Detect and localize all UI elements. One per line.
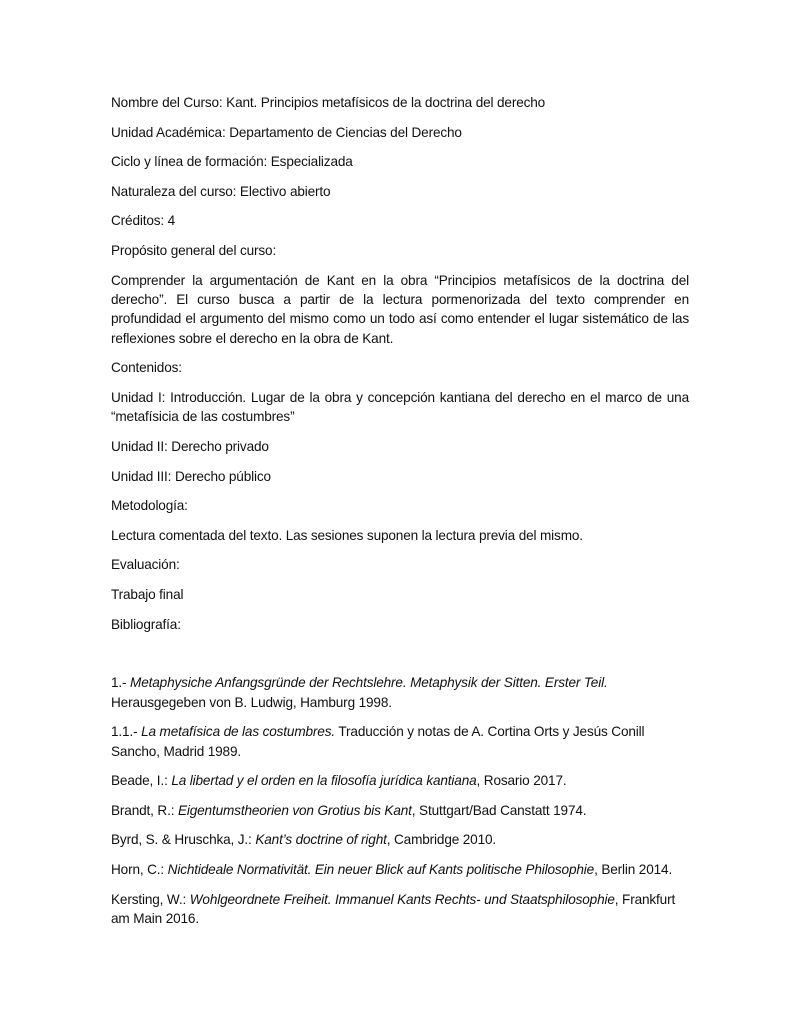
entry-title: La libertad y el orden en la filosofía jurídica kantiana <box>171 773 477 789</box>
bibliography-entry <box>111 771 689 790</box>
entry-title: Wohlgeordnete Freiheit. Immanuel Kants Rechts- und Staatsphilosophie <box>189 891 615 907</box>
bibliography-entry <box>111 890 689 929</box>
bibliography-entry <box>111 830 689 849</box>
bibliography-heading: Bibliografía: <box>111 616 181 632</box>
course-name: Nombre del Curso: Kant. Principios metafísicos de la doctrina del derecho <box>111 95 546 110</box>
entry-prefix: 1.- <box>111 675 131 691</box>
entry-prefix: Byrd, S. & Hruschka, J.: <box>111 832 256 848</box>
blank-line <box>111 644 689 673</box>
entry-title: Eigentumstheorien von Grotius bis Kant <box>177 802 412 818</box>
purpose-heading: Propósito general del curso: <box>111 242 277 258</box>
entry-suffix: Herausgegeben von B. Ludwig, Hamburg 1998. <box>111 694 392 710</box>
document-body <box>111 93 689 939</box>
entry-title: Kant’s doctrine of right <box>255 832 387 848</box>
bibliography-entry <box>111 801 689 820</box>
entry-suffix: Traducción y notas de A. Cortina Orts y Jesús Conill Sancho, Madrid 1989. <box>111 724 645 759</box>
entry-suffix: , Frankfurt am Main 2016. <box>111 891 676 926</box>
entry-suffix: , Berlin 2014. <box>594 861 673 877</box>
entry-suffix: , Rosario 2017. <box>476 773 567 789</box>
entry-title: La metafísica de las costumbres. <box>141 724 335 740</box>
entry-prefix: Brandt, R.: <box>111 802 178 818</box>
methodology-heading: Metodología: <box>111 498 188 514</box>
evaluation-text: Trabajo final <box>111 586 184 602</box>
formation-cycle: Ciclo y línea de formación: Especializada <box>111 154 353 170</box>
bibliography-entry <box>111 860 689 879</box>
academic-unit: Unidad Académica: Departamento de Ciencias del Derecho <box>111 124 462 140</box>
methodology-text: Lectura comentada del texto. Las sesiones suponen la lectura previa del mismo. <box>111 527 583 543</box>
evaluation-heading: Evaluación: <box>111 557 180 573</box>
course-nature: Naturaleza del curso: Electivo abierto <box>111 183 331 199</box>
course-credits: Créditos: 4 <box>111 213 176 229</box>
entry-title: Metaphysiche Anfangsgründe der Rechtslehre. Metaphysik der Sitten. Erster Teil. <box>130 675 608 691</box>
entry-prefix: Horn, C.: <box>111 861 168 877</box>
content-unit-2: Unidad II: Derecho privado <box>111 438 269 454</box>
entry-prefix: 1.1.- <box>111 724 142 740</box>
bibliography-entry <box>111 673 689 712</box>
purpose-text: Comprender la argumentación de Kant en la obra “Principios metafísicos de la doctrina del derecho”. El curso busca a partir de la lectura pormenorizada del texto comprender en profundidad el argumento del mismo como un todo así como entender el lugar sistemático de las reflexiones sobre el derecho en la obra de Kant. <box>111 272 689 346</box>
entry-title: Nichtideale Normativität. Ein neuer Blick auf Kants politische Philosophie <box>167 861 595 877</box>
entry-prefix: Beade, I.: <box>111 773 172 789</box>
entry-prefix: Kersting, W.: <box>111 891 190 907</box>
bibliography-entry <box>111 722 689 761</box>
contents-heading: Contenidos: <box>111 360 182 376</box>
entry-suffix: , Cambridge 2010. <box>386 832 497 848</box>
entry-suffix: , Stuttgart/Bad Canstatt 1974. <box>411 802 587 818</box>
content-unit-3: Unidad III: Derecho público <box>111 468 271 484</box>
content-unit-1: Unidad I: Introducción. Lugar de la obra y concepción kantiana del derecho en el marco de una “metafísicia de las costumbres” <box>111 389 689 425</box>
